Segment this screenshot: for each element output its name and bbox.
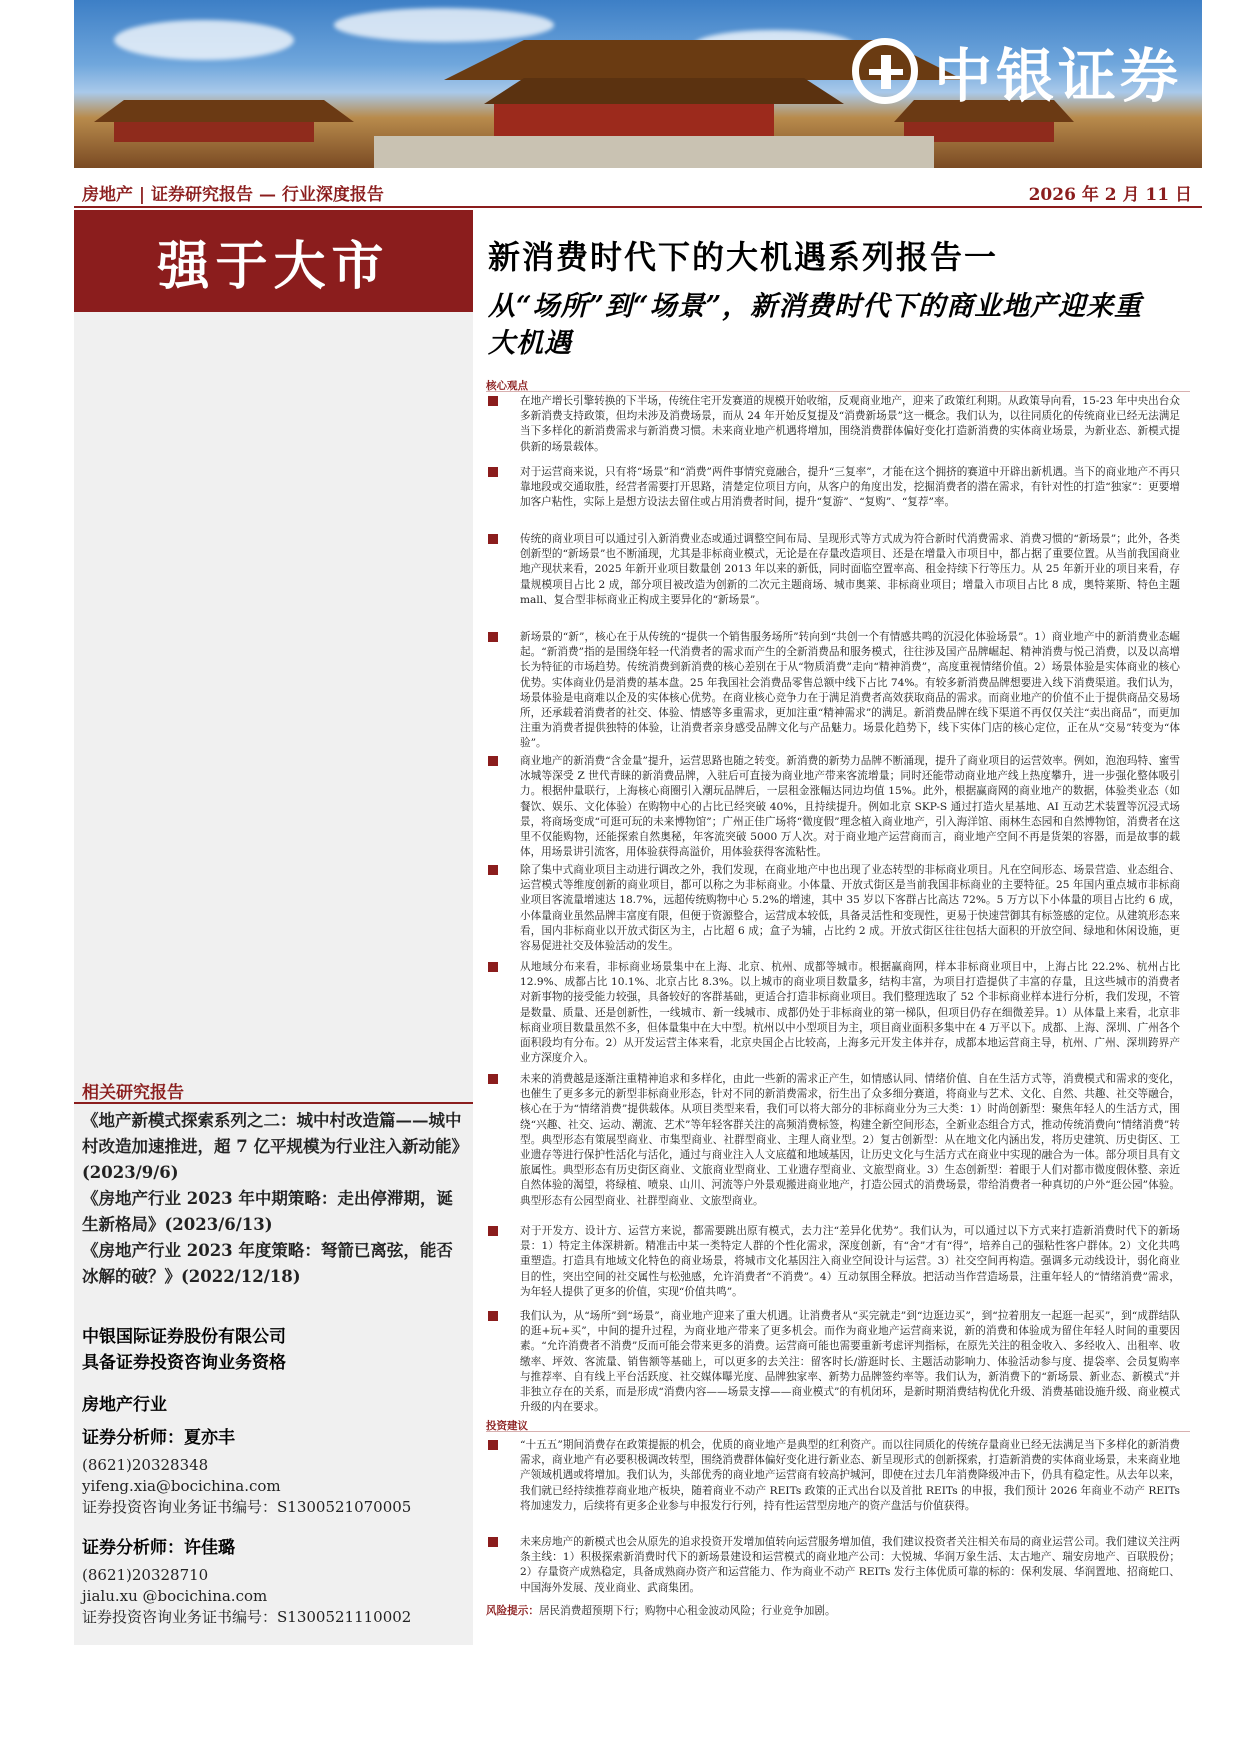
analyst-phone: (8621)20328348 bbox=[82, 1456, 209, 1474]
palace-roof-lower bbox=[484, 78, 844, 104]
rating: 强于大市 bbox=[157, 235, 390, 297]
analyst-cert: 证券投资咨询业务证书编号：S1300521070005 bbox=[82, 1498, 412, 1516]
bullet-icon bbox=[488, 534, 498, 544]
core-view-paragraph: 商业地产的新消费“含金量”提升，运营思路也随之转变。新消费的新势力品牌不断涌现，提升了商业项目的运营效率。例如，泡泡玛特、蜜雪冰城等深受 Z 世代青睐的新消费品牌，入驻后可直接为商业地产带来客流增量；同时还能带动商业地产线上热度攀升，进一步强化整体吸引力。根据仲量联行，上海核心商圈引入潮玩品牌后，一层租金涨幅达同边均值 15%。此外，根据赢商网的商业地产的数据，体验类业态（如餐饮、娱乐、文化体验）在购物中心的占比已经突破 40%，且持续提升。例如北京 SKP-S 通过打造火星基地、AI 互动艺术装置等沉浸式场景，将商场变成“可逛可玩的未来博物馆”；广州正佳广场将“微度假”理念植入商业地产，引入海洋馆、雨林生态园和自然博物馆，消费者在这里不仅能购物，还能探索自然奥秘，年客流突破 5000 万人次。对于商业地产运营商而言，商业地产空间不再是货架的容器，而是故事的载体，用场景讲引流客，用体验获得高溢价，用体验获得客流粘性。 bbox=[520, 755, 1180, 859]
bullet-icon bbox=[488, 396, 498, 406]
risk-text: 居民消费超预期下行；购物中心租金波动风险；行业竞争加剧。 bbox=[538, 1605, 836, 1617]
bullet-icon bbox=[488, 1537, 498, 1547]
analyst-cert: 证券投资咨询业务证书编号：S1300521110002 bbox=[82, 1608, 412, 1626]
analyst-phone: (8621)20328710 bbox=[82, 1566, 209, 1584]
related-report-item: 《房地产行业 2023 年度策略：弩箭已离弦，能否冰解的破？》(2022/12/18) bbox=[82, 1241, 453, 1286]
rating-box bbox=[74, 210, 473, 312]
sector-bar bbox=[74, 176, 1202, 208]
core-view-paragraph: 对于开发方、设计方、运营方来说，都需要跳出原有模式，去力注“差异化优势”。我们认为，可以通过以下方式来打造新消费时代下的新场景：1）特定主体深耕新。精准击中某一类特定人群的个性化需求，深度创新，有“舍”才有“得”，培养自己的强粘性客户群体。2）文化共鸣重塑造。打造具有地域文化特色的商业场景，将城市文化基因注入商业空间设计与运营。3）社交空间再构造。强调多元动线设计，弱化商业目的性，突出空间的社交属性与松弛感，允许消费者“不消费”。4）互动氛围全释放。把活动当作营造场景，注重年轻人的“情绪消费”需求，为年轻人提供了更多的价值，实现“价值共鸣”。 bbox=[520, 1225, 1180, 1298]
bullet-icon bbox=[488, 865, 498, 875]
related-reports-list bbox=[82, 1108, 467, 1290]
core-view-paragraph: 我们认为，从“场所”到“场景”，商业地产迎来了重大机遇。让消费者从“买完就走”到“边逛边买”，到“拉着朋友一起逛一起买”，到“成群结队的逛+玩+买”，中间的提升过程，为商业地产带来了更多机会。而作为商业地产运营商来说，新的消费和体验成为留住年轻人时间的重要因素。“允许消费者不消费”反而可能会带来更多的消费。运营商可能也需要重新考虑评判指标，在原先关注的租金收入、多经收入、出租率、收缴率、坪效、客流量、销售额等基础上，可以更多的去关注：留客时长/游逛时长、主题活动影响力、体验活动参与度、提袋率、会员复购率与推荐率、自有线上平台活跃度、社交媒体曝光度、品牌独家率、新势力品牌签约率等。我们认为，新消费下的“新场景、新业态、新模式”并非独立存在的关系，而是形成“消费内容——场景支撑——商业模式”的有机闭环，是新时期消费结构优化升级、消费基础设施升级、商业模式升级的内在要求。 bbox=[520, 1310, 1180, 1414]
sky-cloud bbox=[334, 8, 554, 42]
core-view-paragraph: 未来的消费越是逐渐注重精神追求和多样化，由此一些新的需求正产生，如情感认同、情绪价值、自在生活方式等，消费模式和需求的变化，也催生了更多多元的新型非标商业形态，针对不同的新消费需求，衍生出了众多细分赛道，将商业与艺术、文化、自然、共趣、社交等融合，核心在于为“情绪消费”提供载体。从项目类型来看，我们可以将大部分的非标商业分为三大类：1）时尚创新型：聚焦年轻人的生活方式，围绕“兴趣、社交、运动、潮流、艺术”等年轻客群关注的高频消费标签，构建全新空间形态，全新业态组合方式，推动传统消费向“情绪消费”转型。典型形态有策展型商业、市集型商业、社群型商业、主理人商业型。2）复古创新型：从在地文化内涵出发，将历史建筑、历史街区、工业遗存等进行保护性活化与活化，通过与商业注入人文底蕴和地域基因，让历史文化与生活方式在商业中实现的融合为一体。部分项目具有文旅属性。典型形态有历史街区商业、文旅商业型商业、工业遗存型商业、文旅型商业。3）生态创新型：着眼于人们对都市微度假休整、亲近自然体验的渴望，将绿植、喷泉、山川、河流等户外景观搬进商业地产，打造公园式的消费场景，带给消费者一种真切的户外“逛公园”体验。典型形态有公园型商业、社群型商业、文旅型商业。 bbox=[520, 1073, 1180, 1207]
brand-logo bbox=[852, 26, 1182, 116]
investment-label: 投资建议 bbox=[486, 1420, 528, 1432]
brand-logo-text: 中银证券 bbox=[933, 42, 1182, 110]
core-view-paragraph: 除了集中式商业项目主动进行调改之外，我们发现，在商业地产中也出现了业态转型的非标商业项目。凡在空间形态、场景营造、业态组合、运营模式等维度创新的商业项目，都可以称之为非标商业。小体量、开放式街区是当前我国非标商业的主要特征。25 年国内重点城市非标商业项目客流量增速达 18.7%，远超传统购物中心 5.2%的增速，其中 35 岁以下客群占比高达 72%。5 万方以下小体量的项目占比约 6 成，小体量商业虽然品牌丰富度有限，但便于资源整合，运营成本较低，具备灵活性和变现性，更易于快速营御其有标签感的定位。从建筑形态来看，国内非标商业以开放式街区为主，占比超 6 成；盒子为辅，占比约 2 成。开放式街区往往包括大面积的开放空间、绿地和休闲设施，更容易促进社交及体验活动的发生。 bbox=[520, 864, 1180, 953]
risk-note bbox=[486, 1603, 1186, 1618]
report-title: 新消费时代下的大机遇系列报告一 bbox=[488, 238, 999, 276]
left-sidebar bbox=[74, 210, 473, 1645]
bullet-icon bbox=[488, 756, 498, 766]
bullet-icon bbox=[488, 632, 498, 642]
sky-cloud bbox=[114, 20, 294, 60]
core-view-paragraph: 传统的商业项目可以通过引入新消费业态或通过调整空间布局、呈现形式等方式成为符合新时代消费需求、消费习惯的“新场景”；此外，各类创新型的“新场景”也不断涌现，尤其是非标商业模式，无论是在存量改造项目、还是在增量入市项目中，都占据了重要位置。从当前我国商业地产现状来看，2025 年新开业项目数量创 2013 年以来的新低，同时面临空置率高、租金持续下行等压力。从 25 年新开业的项目来看，存量规模项目占比 2 成，部分项目被改造为创新的二次元主题商场、城市奥莱、非标商业项目；增量入市项目占比 8 成，奥特莱斯、特色主题 mall、复合型非标商业正构成主要异化的“新场景”。 bbox=[520, 533, 1180, 606]
investment-paragraph: “十五五”期间消费存在政策提振的机会，优质的商业地产是典型的红利资产。而以往同质化的传统存量商业已经无法满足当下多样化的新消费需求，商业地产有必要积极调改转型，围绕消费群体偏好变化进行新业态、新呈现形式的创新探索，打造新消费的实体商业场景，未来商业地产领域机遇或将增加。我们认为，头部优秀的商业地产运营商有较高护城河，即使在过去几年消费降级冲击下，仍具有稳定性。从去年以来，我们就已经持续推荐商业地产板块，随着商业不动产 REITs 政策的正式出台以及首批 REITs 的申报，我们预计 2026 年商业不动产 REITs 将加速发力，后续将有更多企业参与申报发行行列，持有性运营型房地产的资产盘活与价值获得。 bbox=[520, 1439, 1180, 1512]
sector-line: 房地产 | 证券研究报告 — 行业深度报告 bbox=[82, 185, 384, 205]
bullet-icon bbox=[488, 1311, 498, 1321]
investment-paragraph: 未来房地产的新模式也会从原先的追求投资开发增加值转向运营服务增加值，我们建议投资者关注相关布局的商业运营公司。我们建议关注两条主线：1）积极探索新消费时代下的新场景建设和运营模式的商业地产公司：大悦城、华润万象生活、太古地产、瑞安房地产、百联股份；2）存量资产成熟稳定，具备成熟商办资产和运营能力、作为商业不动产 REITs 发行主体优质可靠的标的：保利发展、华润置地、招商蛇口、中国海外发展、茂业商业、武商集团。 bbox=[520, 1536, 1180, 1594]
divider bbox=[486, 391, 1190, 392]
boc-logo-icon bbox=[852, 38, 918, 104]
bullet-icon bbox=[488, 467, 498, 477]
report-date: 2026 年 2 月 11 日 bbox=[1028, 185, 1192, 205]
divider bbox=[486, 1431, 1190, 1432]
related-report-item: 《地产新模式探索系列之二：城中村改造篇——城中村改造加速推进，超 7 亿平规模为行业注入新动能》(2023/9/6) bbox=[82, 1111, 462, 1182]
bullet-icon bbox=[488, 1226, 498, 1236]
analyst-block bbox=[82, 1538, 467, 1628]
related-reports-title: 相关研究报告 bbox=[82, 1083, 184, 1103]
side-hall-roof bbox=[94, 100, 354, 122]
report-subtitle: 从“场所”到“场景”，新消费时代下的商业地产迎来重大机遇 bbox=[488, 291, 1143, 359]
bullet-icon bbox=[488, 1074, 498, 1084]
core-view-paragraph: 新场景的“新”，核心在于从传统的“提供一个销售服务场所”转向到“共创一个有情感共鸣的沉浸化体验场景”。1）商业地产中的新消费业态崛起。“新消费”指的是围绕年轻一代消费者的需求而产生的全新消费品和服务模式，往往涉及国产品牌崛起、精神消费与悦己消费，以及以高增长为特征的市场趋势。传统消费到新消费的核心差别在于从“物质消费”走向“精神消费”，高度重视情绪价值。2）场景体验是实体商业的核心优势。实体商业仍是消费的基本盘。25 年我国社会消费品零售总额中线下占比 74%。有较多新消费品牌想要进入线下消费渠道。我们认为，场景体验是电商难以企及的实体核心优势。在商业核心竞争力在于满足消费者高效获取商品的需求。而商业地产的价值不止于提供商品交易场所，还承载着消费者的社交、体验、情感等多重需求，更加注重“精神需求”的满足。新消费品牌在线下渠道不再仅仅关注“卖出商品”，而更加注重为消费者提供独特的体验，让消费者亲身感受品牌文化与产品魅力。场景化趋势下，线下实体门店的核心定位，正在从“交易”转变为“体验”。 bbox=[520, 631, 1180, 750]
analyst-name: 证券分析师：夏亦丰 bbox=[82, 1428, 235, 1448]
company-name: 中银国际证券股份有限公司 bbox=[82, 1327, 286, 1347]
core-view-label: 核心观点 bbox=[486, 380, 528, 392]
divider bbox=[74, 1102, 473, 1104]
core-view-paragraph: 在地产增长引擎转换的下半场，传统住宅开发赛道的规模开始收缩，反观商业地产，迎来了政策红利期。从政策导向看，15-23 年中央出台众多新消费支持政策，但均未涉及消费场景，而从 24 年开始反复提及“消费新场景”这一概念。我们认为，以往同质化的传统商业已经无法满足当下多样化的新消费需求与新消费习惯。未来商业地产机遇将增加，围绕消费群体偏好变化打造新消费的实体商业场景，为新业态、新模式提供新的场景载体。 bbox=[520, 395, 1180, 453]
company-info bbox=[82, 1324, 286, 1376]
side-hall bbox=[114, 122, 314, 142]
analyst-email[interactable]: yifeng.xia@bocichina.com bbox=[82, 1477, 281, 1495]
core-view-paragraph: 对于运营商来说，只有将“场景”和“消费”两件事情究竟融合，提升“三复率”，才能在这个拥挤的赛道中开辟出新机遇。当下的商业地产不再只靠地段或交通取胜，经营者需要打开思路，清楚定位项目方向，从客户的角度出发，挖掘消费者的潜在需求，有针对性的打造“独家”：更要增加客户粘性，实际上是想方设法去留住或占用消费者时间，提升“复游”、“复购”、“复荐”率。 bbox=[520, 466, 1180, 509]
palace-hall bbox=[494, 104, 774, 136]
related-report-item: 《房地产行业 2023 年中期策略：走出停滞期，诞生新格局》(2023/6/13) bbox=[82, 1189, 453, 1234]
industry-label: 房地产行业 bbox=[82, 1395, 167, 1415]
core-view-paragraph: 从地域分布来看，非标商业场景集中在上海、北京、杭州、成都等城市。根据赢商网，样本非标商业项目中，上海占比 22.2%、杭州占比 12.9%、成都占比 10.1%、北京占比 8.3%。以上城市的商业项目数量多，结构丰富，为项目打造提供了丰富的存量，且这些城市的消费者对新事物的接受能力较强，具备较好的客群基础，更适合打造非标商业项目。我们整理选取了 52 个非标商业样本进行分析，我们发现，不管是数量、质量、还是创新性，一线城市、新一线城市、成都仍处于非标商业的第一梯队，但项目仍存在细微差异。1）从体量上来看，北京非标商业项目数量虽然不多，但体量集中在大中型。杭州以中小型项目为主，项目商业面积多集中在 4 万平以下。成都、上海、深圳、广州各个面积段均有分布。2）从开发运营主体来看，北京央国企占比较高，上海多元开发主体并存，成都本地运营商主导，杭州、广州、深圳跨界产业方深度介入。 bbox=[520, 961, 1180, 1065]
company-qualification: 具备证券投资咨询业务资格 bbox=[82, 1353, 286, 1373]
bullet-icon bbox=[488, 962, 498, 972]
bullet-icon bbox=[488, 1440, 498, 1450]
analyst-email[interactable]: jialu.xu @bocichina.com bbox=[82, 1587, 268, 1605]
palace-terrace bbox=[374, 136, 934, 168]
analyst-block bbox=[82, 1428, 467, 1518]
header-banner bbox=[74, 0, 1202, 168]
analyst-name: 证券分析师：许佳璐 bbox=[82, 1538, 235, 1558]
risk-label: 风险提示： bbox=[486, 1605, 539, 1617]
